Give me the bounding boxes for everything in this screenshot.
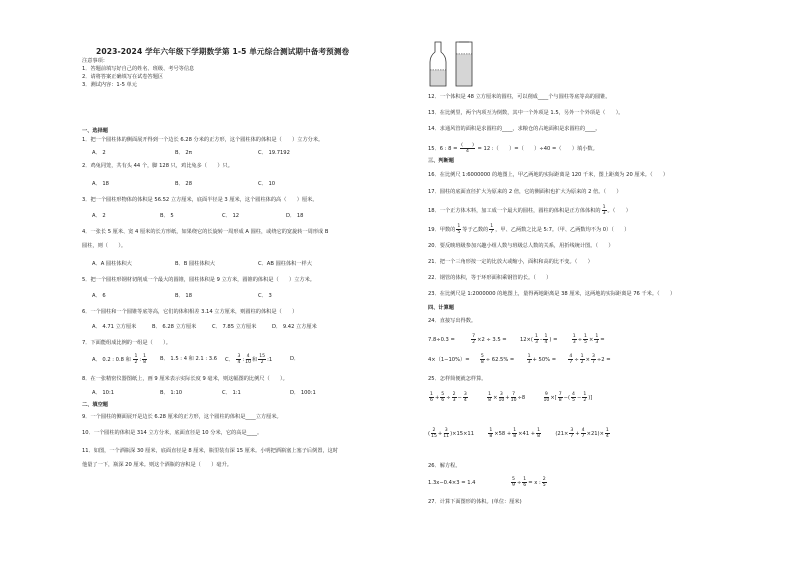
fraction: $\frac{1}{4}$ bbox=[605, 428, 609, 439]
section-calc-heading: 四、计算题 bbox=[428, 305, 454, 311]
fraction: $\frac{1}{8}$ bbox=[488, 392, 492, 403]
q25-row2: ( $\frac{2}{15}$ + $\frac{3}{11}$ )×15×11 $\frac{1}{8}$ ×58 + $\frac{1}{8}$ ×41 + $\frac{1}{8}$ (21× $\frac{3}{7}$ + $\frac{4}{7}$ ×21)× $\frac{1}{4}$ bbox=[428, 428, 609, 439]
question-12: 12．一个体积是 48 立方厘米的圆柱，可以削成____个与圆柱等底等高的圆锥。 bbox=[428, 94, 611, 100]
question-10: 10．一个圆柱的体积是 314 立方分米，底面直径是 10 分米，它的高是____。 bbox=[82, 430, 263, 436]
question-24: 24．直接写出得数。 bbox=[428, 318, 477, 324]
fraction: $\frac{7}{10}$ bbox=[510, 392, 517, 403]
q7-option-a-text: A． 0.2 : 0.8 和 bbox=[92, 357, 131, 363]
fraction: $\frac{1}{3}$ bbox=[602, 205, 606, 216]
q3-option-c: C． 12 bbox=[222, 213, 240, 219]
q7-option-b: B． 1.5 : 4 和 2.1 : 3.6 bbox=[160, 356, 218, 362]
fraction: $\frac{1}{6}$ bbox=[523, 477, 527, 488]
question-20: 20．要反映班级参加兴趣小组人数与班级总人数的关系，用折线统计图。（ ） bbox=[428, 243, 614, 249]
q1-option-c: C． 19.7192 bbox=[258, 150, 290, 156]
q3-option-b: B． 5 bbox=[160, 213, 174, 219]
fraction: $\frac{4}{7}$ bbox=[581, 428, 585, 439]
fraction: $\frac{1}{2}$ bbox=[580, 354, 584, 365]
bottle-figure bbox=[429, 40, 474, 88]
q2-option-c: C． 10 bbox=[258, 181, 276, 187]
fraction: $\frac{15}{2}$ bbox=[259, 354, 266, 365]
question-9: 9．一个圆柱的侧面展开是边长 6.28 厘米的正方形，这个圆柱的体积是____立方厘米。 bbox=[82, 414, 282, 420]
q6-option-a: A． 4.71 立方厘米 bbox=[92, 324, 137, 330]
q24-row1 bbox=[428, 334, 605, 345]
fraction: $\frac{5}{9}$ bbox=[512, 477, 515, 488]
q24-row2 bbox=[428, 354, 611, 365]
calc-item: = bbox=[600, 337, 605, 343]
calc-item: ×41 + bbox=[518, 431, 536, 437]
calc-item: )× bbox=[597, 431, 604, 437]
question-4-line1: 4．一张长 5 厘米、宽 4 厘米的长方形纸，如果绕它的长旋转一周形成 A 圆柱，或绕它的宽旋转一周形成 B bbox=[82, 229, 329, 235]
question-1: 1．把一个圆柱体的侧面展开得到一个边长 6.28 分米的正方形，这个圆柱体的体积是（ ）立方分米。 bbox=[82, 137, 324, 143]
q2-option-a: A． 18 bbox=[92, 181, 109, 187]
calc-item: ÷ bbox=[516, 480, 522, 486]
calc-item: × bbox=[588, 337, 594, 343]
fraction: $\frac{1}{8}$ bbox=[513, 428, 517, 439]
fraction: $\frac{1}{8}$ bbox=[489, 428, 493, 439]
question-11-line2: 他量了一下，瓶深 20 厘米。则这个酒瓶的容积是（ ）毫升。 bbox=[82, 462, 232, 468]
calc-item: ÷ bbox=[577, 337, 583, 343]
q3-option-d: D． 18 bbox=[286, 213, 304, 219]
calc-item: ÷ bbox=[574, 357, 579, 363]
q7-option-c-text: C． bbox=[225, 357, 234, 363]
calc-item: ×58 + bbox=[494, 431, 512, 437]
q4-option-b: B．B 圆柱体积大 bbox=[175, 261, 215, 267]
calc-item: – bbox=[539, 337, 543, 343]
q19-part2: 等于乙数的 bbox=[462, 227, 489, 233]
q8-option-b: B． 1:10 bbox=[160, 390, 183, 396]
q2-option-b: B． 28 bbox=[175, 181, 192, 187]
fraction: $\frac{1}{3}$ bbox=[572, 334, 576, 345]
note-1: 1．答题前填写好自己的姓名、班级、考号等信息 bbox=[82, 66, 195, 72]
fraction: $\frac{2}{5}$ bbox=[542, 477, 546, 488]
q3-option-a: A． 2 bbox=[92, 213, 106, 219]
calc-item: 4×（1−10%）= bbox=[428, 357, 470, 363]
q8-option-c: C． 1:1 bbox=[222, 390, 241, 396]
q5-option-c: C． 3 bbox=[258, 293, 272, 299]
fraction: $\frac{1}{8}$ bbox=[143, 354, 147, 365]
question-2: 2．鸡兔同笼，共有头 44 个，脚 128 只，鸡比兔多（ ）只。 bbox=[82, 163, 233, 169]
fraction: $\frac{1}{2}$ bbox=[134, 354, 138, 365]
q15-end: = 12 :（ ）=（ ）÷40 =（ ）填小数。 bbox=[475, 146, 598, 152]
calc-item: ÷ 62.5% = bbox=[485, 357, 515, 363]
fraction: $\frac{7}{8}$ bbox=[558, 392, 562, 403]
calc-item: ÷2 = bbox=[596, 357, 611, 363]
q19-part1: 19．甲数的 bbox=[428, 227, 456, 233]
section-judge-heading: 三、判断题 bbox=[428, 158, 454, 164]
question-25: 25．怎样简便就怎样算。 bbox=[428, 376, 487, 382]
q8-option-a: A． 10:1 bbox=[92, 390, 115, 396]
calc-item: 12×( bbox=[519, 337, 533, 343]
question-4-line2: 圆柱，则（ ）。 bbox=[82, 243, 127, 249]
calc-item: (21× bbox=[555, 431, 569, 437]
q6-option-b: B． 6.28 立方厘米 bbox=[152, 324, 197, 330]
fraction: $\frac{4}{10}$ bbox=[245, 354, 252, 365]
question-23: 23．在比例尺是 1:2000000 的地图上，量得两地距离是 38 厘米，这两地的实际距离是 76 千米。（ ） bbox=[428, 291, 676, 297]
fraction: $\frac{1}{4}$ bbox=[544, 334, 548, 345]
fraction: $\frac{1}{3}$ bbox=[534, 334, 538, 345]
question-16: 16．在比例尺 1:6000000 的地图上，甲乙两地的实际距离是 120 千米，图上距离为 20 厘米。（ ） bbox=[428, 172, 669, 178]
question-14: 14．求通风管的面积是求圆柱的____，求粮仓的占地面积是求圆柱的____。 bbox=[428, 126, 601, 132]
fraction: $\frac{9}{10}$ bbox=[543, 392, 550, 403]
question-11-line1: 11．如图，一个酒瓶深 30 厘米，底面直径是 8 厘米，瓶里装有深 15 厘米。小明把酒瓶塞上塞子后倒置，这时 bbox=[82, 448, 339, 454]
question-3: 3．把一个圆柱形物体的体积是 56.52 立方厘米，底面半径是 3 厘米，这个圆柱体的高（ ）厘米。 bbox=[82, 197, 318, 203]
fraction: $\frac{3}{4}$ bbox=[463, 392, 467, 403]
calc-item: )×15×11 bbox=[450, 431, 475, 437]
question-17: 17．圆柱的底面直径扩大为原来的 2 倍，它的侧面积也扩大为原来的 2 倍。（ ） bbox=[428, 189, 622, 195]
question-22: 22．钢管的体积，等于环形面积乘钢管的长。（ ） bbox=[428, 275, 552, 281]
fraction: $\frac{4}{5}$ bbox=[572, 392, 575, 403]
section-choice-heading: 一、选择题 bbox=[82, 128, 108, 134]
fraction: $\frac{1}{3}$ bbox=[595, 334, 599, 345]
q5-option-a: A． 6 bbox=[92, 293, 106, 299]
calc-item: ×2 ÷ 3.5 = bbox=[477, 337, 507, 343]
fraction: $\frac{1}{2}$ bbox=[583, 392, 587, 403]
q6-option-c: C． 7.85 立方厘米 bbox=[212, 324, 257, 330]
question-5: 5．把一个圆柱形钢材切削成一个最大的圆锥，圆柱体积是 9 立方米，圆锥的体积是（ ）立方米。 bbox=[82, 277, 315, 283]
note-2: 2．请将答案正确填写在试卷答题区 bbox=[82, 74, 164, 80]
question-26: 26．解方程。 bbox=[428, 463, 461, 469]
q26-equation-2 bbox=[510, 477, 548, 488]
fraction: $\frac{3}{7}$ bbox=[591, 354, 595, 365]
calc-item: = x : bbox=[528, 480, 541, 486]
section-fill-heading: 二、填空题 bbox=[82, 402, 108, 408]
q15-start: 15．6 : 8 = bbox=[428, 146, 460, 152]
fraction: $\frac{3}{7}$ bbox=[570, 428, 574, 439]
q7-option-d: D． bbox=[290, 356, 300, 362]
question-13: 13．在比例里，两个内项互为倒数，其中一个外项是 1.5，另外一个外项是（ ）。 bbox=[428, 110, 624, 116]
q1-option-b: B． 2π bbox=[175, 150, 192, 156]
fraction: $\frac{3}{11}$ bbox=[443, 428, 450, 439]
calc-item: ) = bbox=[549, 337, 558, 343]
question-6: 6．一个圆柱和一个圆锥等底等高，它们的体积相差 3.14 立方厘米，则圆柱的体积是（ ） bbox=[82, 309, 298, 315]
fraction: $\frac{7}{2}$ bbox=[472, 334, 476, 345]
q19-part3: ，甲、乙两数之比是 5:7。（甲、乙两数均不为 0）（ ） bbox=[495, 227, 630, 233]
fraction: $\frac{5}{8}$ bbox=[480, 354, 484, 365]
fraction: $\frac{2}{15}$ bbox=[431, 428, 437, 439]
question-15 bbox=[428, 143, 598, 154]
calc-item: + 50% = bbox=[532, 357, 557, 363]
notes-header: 注意事项： bbox=[82, 58, 108, 64]
fraction: $\frac{1}{5}$ bbox=[457, 224, 461, 235]
q1-option-a: A． 2 bbox=[92, 150, 106, 156]
fraction: $\frac{3}{10}$ bbox=[498, 392, 505, 403]
question-21: 21．把一个三角形按一定的比放大或缩小，面积和高的比不变。（ ） bbox=[428, 259, 593, 265]
fraction: $\frac{1}{6}$ bbox=[430, 392, 433, 403]
question-27: 27．计算下面图形的体积。(单位：厘米) bbox=[428, 499, 522, 505]
q8-option-d: D． 100:1 bbox=[290, 390, 316, 396]
fraction: $\frac{2}{3}$ bbox=[452, 392, 456, 403]
q18-tail: 。（ ） bbox=[607, 208, 631, 214]
q6-option-d: D． 9.42 立方厘米 bbox=[272, 324, 317, 330]
q5-option-b: B． 18 bbox=[175, 293, 192, 299]
q7-option-c: C． $\frac{3}{4}$ : $\frac{4}{10}$ 和 $\frac{15}{2}$ :1 bbox=[225, 354, 273, 365]
calc-item: × bbox=[585, 357, 590, 363]
q25-row1: $\frac{1}{6}$ + $\frac{5}{6}$ ÷ $\frac{2}{3}$ − $\frac{3}{4}$ $\frac{1}{8}$ × $\frac{3}{10}$ + $\frac{7}{10}$ ÷8 $\frac{9}{10}$ ×[ $\frac{7}{8}$ −( $\frac{4}{5}$ − $\frac{1}{2}$ )] bbox=[430, 392, 593, 403]
fraction: $\frac{1}{3}$ bbox=[527, 354, 531, 365]
fraction: $\frac{3}{4}$ bbox=[237, 354, 241, 365]
fraction: $\frac{1}{8}$ bbox=[537, 428, 541, 439]
fraction: $\frac{5}{6}$ bbox=[441, 392, 445, 403]
question-18 bbox=[428, 205, 631, 216]
fraction-blank: $\frac{( )}{4}$ bbox=[461, 143, 474, 154]
question-8: 8．在一张精密仪器图纸上，画 9 厘米表示实际长度 9 毫米，则这幅图的比例尺（ ）。 bbox=[82, 376, 288, 382]
question-19 bbox=[428, 224, 629, 235]
exam-title: 2023-2024 学年六年级下学期数学第 1-5 单元综合测试期中备考预测卷 bbox=[96, 47, 350, 56]
q4-option-c: C．AB 圆柱体积一样大 bbox=[258, 261, 312, 267]
q26-equation-1: 1.3x−0.4×3 = 1.4 bbox=[428, 480, 476, 486]
q7-option-a: A． 0.2 : 0.8 和 $\frac{1}{2}$ : $\frac{1}{8}$ bbox=[92, 354, 147, 365]
calc-item: 7.8÷0.3 = bbox=[428, 337, 455, 343]
fraction: $\frac{4}{7}$ bbox=[569, 354, 573, 365]
note-3: 3．测试内容：1-5 单元 bbox=[82, 82, 137, 88]
fraction: $\frac{1}{7}$ bbox=[490, 224, 494, 235]
question-7: 7．下面能组成比例的一组是（ ）。 bbox=[82, 340, 171, 346]
fraction: $\frac{1}{5}$ bbox=[584, 334, 587, 345]
q18-text: 18．一个正方体木料，加工成一个最大的圆柱，圆柱的体积是正方体体积的 bbox=[428, 208, 601, 214]
q4-option-a: A．A 圆柱体积大 bbox=[92, 261, 132, 267]
